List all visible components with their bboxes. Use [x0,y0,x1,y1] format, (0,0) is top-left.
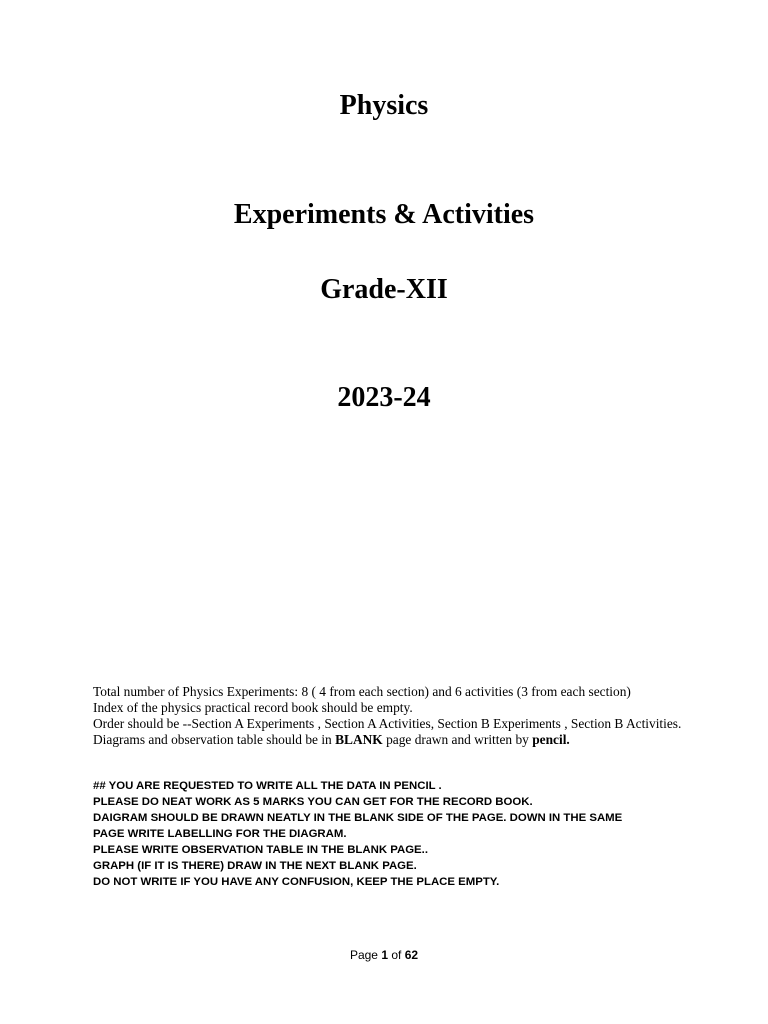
note-line: PAGE WRITE LABELLING FOR THE DIAGRAM. [93,828,347,840]
pencil-emphasis: pencil. [532,732,570,747]
document-year: 2023-24 [337,382,431,413]
instruction-line: Index of the physics practical record book should be empty. [93,700,413,715]
total-page-count: 62 [404,948,419,962]
page-footer [0,948,768,962]
document-grade: Grade-XII [320,274,448,305]
page-label: Page [349,948,382,962]
instruction-line [93,732,683,748]
note-line: PLEASE DO NEAT WORK AS 5 MARKS YOU CAN GET FOR THE RECORD BOOK. [93,796,533,808]
page-of-label: of [388,948,405,962]
instructions-block [93,684,683,748]
instruction-line: Order should be --Section A Experiments , Section A Activities, Section B Experiments , Section B Activities. [93,716,682,731]
document-subject-title: Physics [339,90,429,121]
document-heading: Experiments & Activities [233,199,535,230]
instruction-line: Total number of Physics Experiments: 8 ( 4 from each section) and 6 activities (3 from each section) [93,684,631,699]
note-line: DAIGRAM SHOULD BE DRAWN NEATLY IN THE BLANK SIDE OF THE PAGE. DOWN IN THE SAME [93,812,623,824]
notes-block [93,778,693,890]
note-line: PLEASE WRITE OBSERVATION TABLE IN THE BLANK PAGE.. [93,844,428,856]
note-line: DO NOT WRITE IF YOU HAVE ANY CONFUSION, KEEP THE PLACE EMPTY. [93,876,500,888]
note-line: ## YOU ARE REQUESTED TO WRITE ALL THE DATA IN PENCIL . [93,780,442,792]
instruction-text: Diagrams and observation table should be in [93,732,336,747]
instruction-text: page drawn and written by [382,732,533,747]
note-line: GRAPH (IF IT IS THERE) DRAW IN THE NEXT BLANK PAGE. [93,860,417,872]
current-page-number: 1 [381,948,388,962]
blank-emphasis: BLANK [335,732,383,747]
